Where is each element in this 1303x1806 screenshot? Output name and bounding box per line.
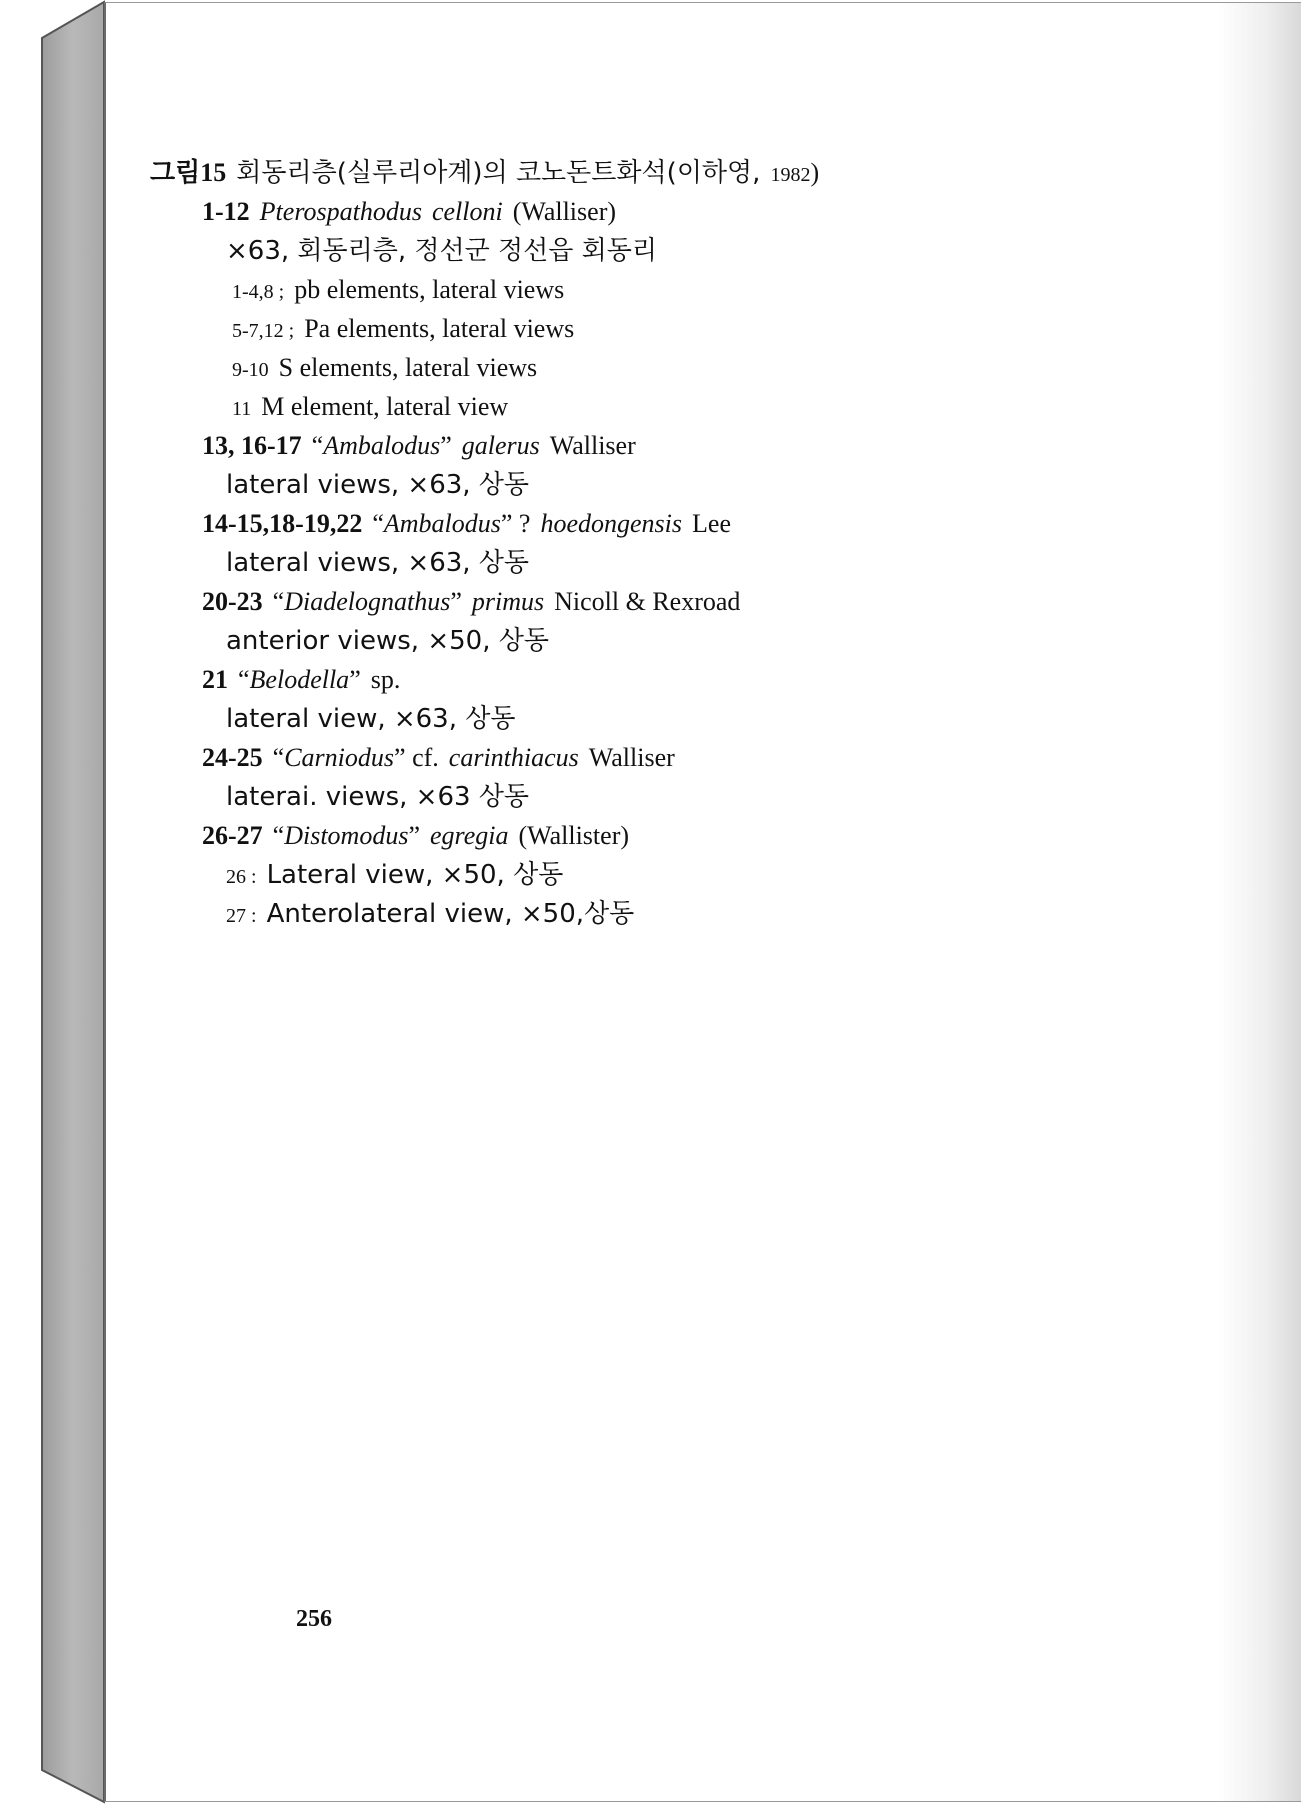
heading-year: 1982	[770, 164, 811, 186]
taxon-quote-open: “	[311, 431, 324, 460]
detail-prefix: 9-10	[232, 359, 269, 381]
taxon-quote-close: ”	[408, 821, 421, 850]
taxon-entry	[150, 426, 1050, 465]
detail-text: ×63, 회동리층, 정선군 정선읍 회동리	[226, 236, 657, 266]
entry-detail	[150, 231, 1050, 270]
heading-paren-open: (	[666, 158, 677, 188]
figure-numbers: 20-23	[202, 587, 263, 616]
taxon-quote-open: “	[272, 587, 285, 616]
entry-detail	[150, 894, 1050, 933]
detail-prefix: 26 :	[226, 866, 257, 888]
taxon-quote-close: ” cf.	[394, 743, 439, 772]
species-name: egregia	[430, 821, 509, 850]
entry-detail	[150, 387, 1050, 426]
species-name: hoedongensis	[540, 509, 683, 538]
taxon-author: (Wallister)	[518, 821, 630, 850]
figure-numbers: 13, 16-17	[202, 431, 302, 460]
heading-author: 이하영,	[676, 158, 761, 188]
genus-name: Distomodus	[284, 821, 409, 850]
taxon-author: (Walliser)	[512, 197, 617, 226]
detail-text: S elements, lateral views	[278, 353, 538, 382]
taxon-author: Walliser	[549, 431, 636, 460]
figure-numbers: 14-15,18-19,22	[202, 509, 363, 538]
detail-text: lateral views, ×63, 상동	[226, 470, 530, 500]
detail-text: M element, lateral view	[261, 392, 509, 421]
taxon-quote-open: “	[272, 821, 285, 850]
entry-detail	[150, 855, 1050, 894]
taxon-author: sp.	[370, 665, 401, 694]
taxon-author: Nicoll & Rexroad	[554, 587, 741, 616]
figure-numbers: 26-27	[202, 821, 263, 850]
detail-prefix: 1-4,8 ;	[232, 281, 285, 303]
taxon-entry	[150, 582, 1050, 621]
species-name: carinthiacus	[448, 743, 579, 772]
detail-text: laterai. views, ×63 상동	[226, 782, 530, 812]
detail-text: Anterolateral view, ×50,상동	[266, 899, 635, 929]
taxon-entry	[150, 660, 1050, 699]
genus-name: Belodella	[249, 665, 350, 694]
taxon-entry	[150, 816, 1050, 855]
entry-detail	[150, 270, 1050, 309]
taxon-author: Walliser	[588, 743, 675, 772]
detail-prefix: 27 :	[226, 905, 257, 927]
genus-name: Diadelognathus	[284, 587, 451, 616]
heading-paren-close: )	[810, 158, 820, 187]
detail-text: pb elements, lateral views	[294, 275, 565, 304]
figure-numbers: 1-12	[202, 197, 250, 226]
taxon-entry	[150, 504, 1050, 543]
detail-prefix: 11	[232, 398, 252, 420]
heading-label: 그림	[150, 158, 201, 188]
caption-heading	[150, 153, 1050, 192]
figure-numbers: 24-25	[202, 743, 263, 772]
genus-name: Ambalodus	[383, 509, 501, 538]
taxon-entry	[150, 192, 1050, 231]
entry-detail	[150, 543, 1050, 582]
taxon-quote-close: ” ?	[500, 509, 531, 538]
taxon-entry	[150, 738, 1050, 777]
taxon-quote-open: “	[272, 743, 285, 772]
species-name: celloni	[431, 197, 503, 226]
genus-name: Pterospathodus	[259, 197, 422, 226]
species-name: primus	[471, 587, 545, 616]
detail-text: anterior views, ×50, 상동	[226, 626, 549, 656]
entry-detail	[150, 777, 1050, 816]
taxon-quote-close: ”	[450, 587, 462, 616]
detail-text: Lateral view, ×50, 상동	[266, 860, 564, 890]
taxon-quote-open: “	[372, 509, 384, 538]
genus-name: Carniodus	[284, 743, 395, 772]
detail-text: Pa elements, lateral views	[304, 314, 575, 343]
entry-detail	[150, 348, 1050, 387]
taxon-quote-close: ”	[349, 665, 361, 694]
entry-detail	[150, 309, 1050, 348]
taxon-author: Lee	[692, 509, 731, 538]
detail-prefix: 5-7,12 ;	[232, 320, 295, 342]
heading-number: 15	[200, 158, 227, 187]
figure-numbers: 21	[202, 665, 228, 694]
taxon-quote-open: “	[238, 665, 250, 694]
taxon-quote-close: ”	[440, 431, 452, 460]
entry-detail	[150, 621, 1050, 660]
book-spine	[0, 0, 106, 1806]
detail-text: lateral view, ×63, 상동	[226, 704, 516, 734]
page-number: 256	[296, 1606, 332, 1632]
detail-text: lateral views, ×63, 상동	[226, 548, 530, 578]
entry-detail	[150, 465, 1050, 504]
species-name: galerus	[461, 431, 540, 460]
entry-detail	[150, 699, 1050, 738]
heading-title: 회동리층(실루리아계)의 코노돈트화석	[236, 158, 667, 188]
genus-name: Ambalodus	[323, 431, 441, 460]
figure-caption	[150, 153, 1050, 933]
